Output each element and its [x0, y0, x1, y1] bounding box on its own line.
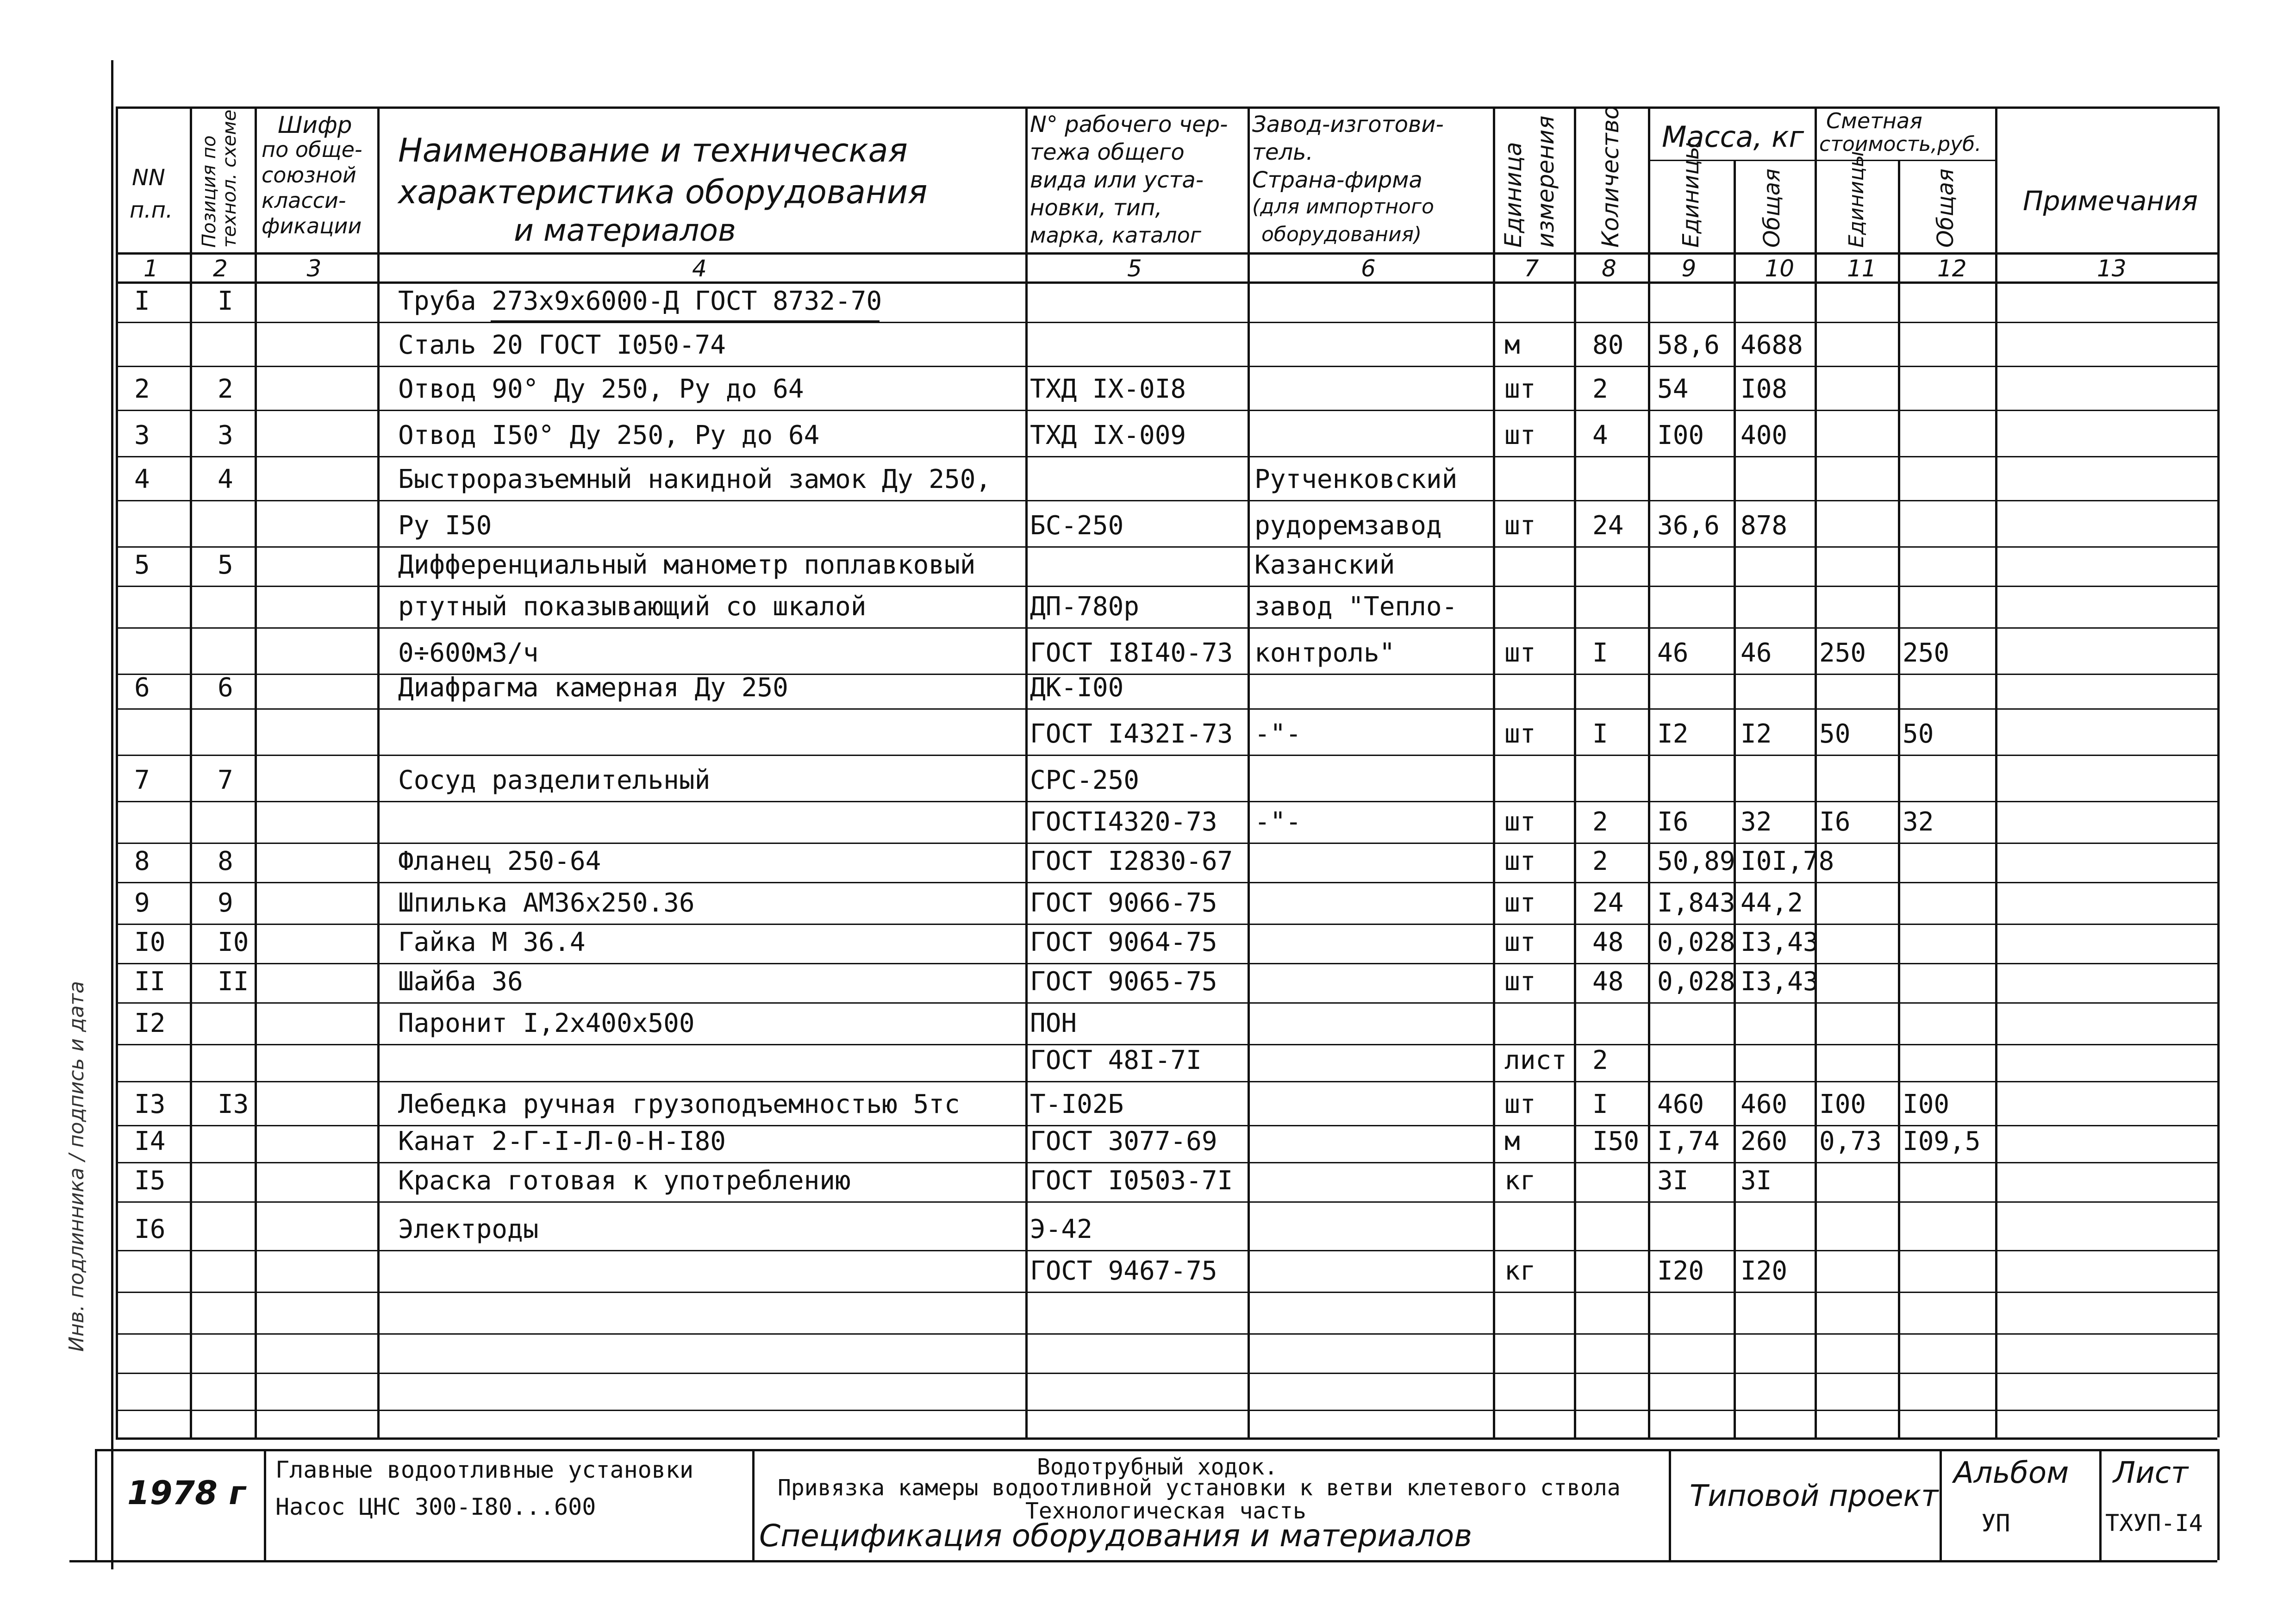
cell-unit: шт — [1504, 1089, 1536, 1119]
cell-name: Сосуд разделительный — [398, 765, 711, 795]
cell-qty: 24 — [1592, 511, 1624, 541]
footer-album-value: УП — [1981, 1510, 2010, 1537]
cell-unit: кг — [1504, 1166, 1536, 1196]
hdr-col10: Общая — [1759, 169, 1785, 248]
footer-title3: Технологическая часть — [1025, 1498, 1306, 1524]
cell-doc: ГОСТ I8I40-73 — [1030, 638, 1233, 668]
cell-name: Лебедка ручная грузоподъемностью 5тс — [398, 1089, 960, 1119]
footer-line-c — [752, 1449, 755, 1560]
cell-n: I5 — [134, 1166, 166, 1196]
cell-p: 2 — [218, 374, 233, 404]
cell-name: ртутный показывающий со шкалой — [398, 592, 867, 622]
cell-n: I — [134, 286, 150, 316]
cell-p: I — [218, 286, 233, 316]
footer-album-label: Альбом — [1953, 1456, 2069, 1490]
hdr-col5-1: тежа общего — [1030, 139, 1185, 165]
footer-line-a — [95, 1449, 97, 1560]
col-line-0 — [116, 106, 118, 1437]
hdr-col6-1: тель. — [1252, 139, 1313, 165]
col-line-7 — [1574, 106, 1576, 1437]
cell-m1: 54 — [1657, 374, 1689, 404]
cell-maker: Казанский — [1254, 550, 1395, 580]
cell-name: Электроды — [398, 1214, 539, 1244]
cell-m2: I0I,78 — [1741, 846, 1834, 876]
cell-name: Диафрагма камерная Ду 250 — [398, 673, 788, 703]
cell-m2: 32 — [1741, 807, 1772, 837]
col-line-2 — [255, 106, 257, 1437]
cell-qty: I — [1592, 1089, 1608, 1119]
cell-p: I3 — [218, 1089, 249, 1119]
margin-stamp: Инв. подлинника / подпись и дата — [65, 981, 88, 1352]
column-number: 5 — [1127, 255, 1142, 282]
cell-m2: 460 — [1741, 1089, 1788, 1119]
row-line — [116, 924, 2217, 925]
column-number: 1 — [144, 255, 158, 282]
cell-maker: Рутченковский — [1254, 464, 1458, 494]
cell-maker: рудоремзавод — [1254, 511, 1442, 541]
cell-m1: I,74 — [1657, 1126, 1720, 1156]
hdr-col4-1: характеристика оборудования — [398, 173, 928, 211]
cell-name: Отвод 90° Ду 250, Ру до 64 — [398, 374, 804, 404]
cell-m2: 4688 — [1741, 330, 1803, 360]
cell-name: Гайка М 36.4 — [398, 927, 586, 957]
cell-n: 8 — [134, 846, 150, 876]
hdr-col9: Единицы — [1678, 142, 1704, 248]
cell-doc: ТХД IХ-009 — [1030, 420, 1186, 450]
empty-row-line — [116, 1373, 2217, 1374]
cell-unit: шт — [1504, 967, 1536, 997]
row-line — [116, 963, 2217, 964]
cell-doc: СРС-250 — [1030, 765, 1140, 795]
column-number: 9 — [1681, 255, 1697, 282]
cell-p: I0 — [218, 927, 249, 957]
col-line-12 — [1995, 106, 1997, 1437]
cell-unit: м — [1504, 330, 1520, 360]
footer-sheet-value: ТХУП-I4 — [2105, 1510, 2203, 1537]
hdr-col5-0: N° рабочего чер- — [1030, 112, 1228, 137]
cell-m2: 260 — [1741, 1126, 1788, 1156]
cell-m1: I2 — [1657, 719, 1689, 749]
cell-c1: I6 — [1819, 807, 1851, 837]
cell-maker: завод "Тепло- — [1254, 592, 1458, 622]
row-line — [116, 366, 2217, 367]
row-line — [116, 1292, 2217, 1293]
column-number: 7 — [1524, 255, 1539, 282]
cell-doc: ДП-780р — [1030, 592, 1140, 622]
cell-n: II — [134, 967, 166, 997]
cell-doc: Э-42 — [1030, 1214, 1092, 1244]
cell-c2: I00 — [1903, 1089, 1950, 1119]
cell-c1: 0,73 — [1819, 1126, 1882, 1156]
column-number: 11 — [1847, 255, 1877, 282]
column-number: 4 — [692, 255, 707, 282]
row-line — [116, 843, 2217, 844]
cell-m2: 46 — [1741, 638, 1772, 668]
footer-proj-line2: Насос ЦНС 300-I80...600 — [275, 1493, 596, 1520]
cell-qty: 2 — [1592, 846, 1608, 876]
row-line — [116, 755, 2217, 756]
col-line-13 — [2217, 106, 2220, 1437]
cell-qty: 48 — [1592, 927, 1624, 957]
cell-doc: ДК-I00 — [1030, 673, 1124, 703]
cell-p: 6 — [218, 673, 233, 703]
cell-n: 4 — [134, 464, 150, 494]
cell-doc: ПОН — [1030, 1008, 1077, 1038]
cell-c2: 250 — [1903, 638, 1950, 668]
cell-qty: 2 — [1592, 374, 1608, 404]
row-line — [116, 1201, 2217, 1203]
cell-c2: 32 — [1903, 807, 1934, 837]
hdr-cost-b: стоимость,руб. — [1819, 132, 1982, 156]
row-line — [116, 1250, 2217, 1251]
cell-p: 5 — [218, 550, 233, 580]
hdr-col4-0: Наименование и техническая — [398, 131, 908, 169]
row-line — [116, 1002, 2217, 1004]
number-row-bottom — [116, 281, 2217, 284]
column-number: 13 — [2097, 255, 2127, 282]
cell-m1: I20 — [1657, 1256, 1704, 1286]
cell-m2: I3,43 — [1741, 927, 1819, 957]
table-bottom — [116, 1437, 2217, 1440]
hdr-col6-0: Завод-изготови- — [1252, 112, 1444, 137]
cell-n: 2 — [134, 374, 150, 404]
hdr-col7-a: Единица — [1500, 142, 1527, 248]
row-line — [116, 586, 2217, 587]
footer-line-b — [264, 1449, 266, 1560]
cell-qty: 2 — [1592, 1045, 1608, 1075]
hdr-col11: Единицы — [1845, 151, 1868, 248]
footer-title4: Спецификация оборудования и материалов — [759, 1518, 1472, 1554]
cell-maker: контроль" — [1254, 638, 1395, 668]
column-number: 6 — [1361, 255, 1376, 282]
cell-qty: 80 — [1592, 330, 1624, 360]
cell-n: I6 — [134, 1214, 166, 1244]
hdr-col6-3: (для импортного — [1252, 195, 1434, 219]
col-line-1 — [190, 106, 192, 1437]
cell-unit: лист — [1504, 1045, 1567, 1075]
row-line — [116, 1081, 2217, 1082]
hdr-col7-b: измерения — [1532, 115, 1559, 248]
cell-n: I4 — [134, 1126, 166, 1156]
cell-m2: 44,2 — [1741, 888, 1803, 918]
col-line-6 — [1493, 106, 1495, 1437]
footer-title1: Водотрубный ходок. — [1037, 1454, 1278, 1480]
row-line — [116, 1162, 2217, 1163]
cell-name: Фланец 250-64 — [398, 846, 601, 876]
cell-m2: I3,43 — [1741, 967, 1819, 997]
col-line-10 — [1815, 106, 1817, 1437]
cell-m2: 878 — [1741, 511, 1788, 541]
cell-doc: ГОСТ I2830-67 — [1030, 846, 1233, 876]
col-line-9 — [1734, 160, 1736, 1437]
cell-name: Краска готовая к употреблению — [398, 1166, 851, 1196]
cell-c2: 50 — [1903, 719, 1934, 749]
cell-doc: ГОСТI4320-73 — [1030, 807, 1217, 837]
cell-name: Шайба 36 — [398, 967, 523, 997]
footer-line-f — [2099, 1449, 2102, 1560]
cell-m2: 3I — [1741, 1166, 1772, 1196]
column-number: 3 — [306, 255, 322, 282]
cell-m2: 400 — [1741, 420, 1788, 450]
footer-typical-project: Типовой проект — [1690, 1479, 1939, 1513]
cell-p: 4 — [218, 464, 233, 494]
cell-name: Дифференциальный манометр поплавковый — [398, 550, 976, 580]
hdr-col6-4: оборудования) — [1261, 223, 1422, 246]
hdr-col5-4: марка, каталог — [1030, 223, 1201, 248]
cell-name: Паронит I,2х400х500 — [398, 1008, 695, 1038]
cell-unit: шт — [1504, 420, 1536, 450]
cell-p: 8 — [218, 846, 233, 876]
col-line-8 — [1648, 106, 1650, 1437]
empty-row-line — [116, 1410, 2217, 1411]
row-line — [116, 322, 2217, 323]
column-number: 10 — [1765, 255, 1795, 282]
cell-doc: ТХД IХ-0I8 — [1030, 374, 1186, 404]
cell-c1: I00 — [1819, 1089, 1866, 1119]
cell-qty: 48 — [1592, 967, 1624, 997]
row-line — [116, 456, 2217, 457]
cell-unit: шт — [1504, 511, 1536, 541]
header-bottom — [116, 252, 2217, 255]
cell-c1: 250 — [1819, 638, 1866, 668]
column-number: 2 — [213, 255, 228, 282]
cell-p: 7 — [218, 765, 233, 795]
cell-unit: м — [1504, 1126, 1520, 1156]
cell-n: I0 — [134, 927, 166, 957]
cell-doc: ГОСТ 48I-7I — [1030, 1045, 1202, 1075]
cell-n: I3 — [134, 1089, 166, 1119]
cell-p: II — [218, 967, 249, 997]
cell-doc: БС-250 — [1030, 511, 1124, 541]
cell-unit: кг — [1504, 1256, 1536, 1286]
hdr-col3-0: Шифр — [278, 112, 352, 138]
cell-unit: шт — [1504, 374, 1536, 404]
cell-unit: шт — [1504, 846, 1536, 876]
cell-name: Быстроразъемный накидной замок Ду 250, — [398, 464, 992, 494]
cell-m2: I2 — [1741, 719, 1772, 749]
cell-doc: ГОСТ I0503-7I — [1030, 1166, 1233, 1196]
cell-qty: I — [1592, 638, 1608, 668]
cell-doc: ГОСТ 9066-75 — [1030, 888, 1217, 918]
column-number: 12 — [1937, 255, 1967, 282]
cell-doc: ГОСТ 3077-69 — [1030, 1126, 1217, 1156]
cell-qty: 4 — [1592, 420, 1608, 450]
hdr-col4-2: и материалов — [514, 212, 736, 248]
hdr-col5-3: новки, тип, — [1030, 195, 1162, 221]
row-line — [116, 410, 2217, 411]
col-line-5 — [1248, 106, 1250, 1437]
footer-bottom — [69, 1560, 2217, 1562]
cell-n: 6 — [134, 673, 150, 703]
column-number: 8 — [1602, 255, 1616, 282]
cell-n: 5 — [134, 550, 150, 580]
footer-line-d — [1669, 1449, 1671, 1560]
cell-m1: I6 — [1657, 807, 1689, 837]
cell-unit: шт — [1504, 719, 1536, 749]
hdr-col5-2: вида или уста- — [1030, 167, 1204, 193]
cell-doc: Т-I02Б — [1030, 1089, 1124, 1119]
hdr-col1-b: п.п. — [130, 197, 173, 223]
hdr-cost-a: Сметная — [1826, 108, 1922, 133]
cell-m1: 58,6 — [1657, 330, 1720, 360]
row-line — [116, 708, 2217, 710]
cell-doc: ГОСТ 9064-75 — [1030, 927, 1217, 957]
cost-subheader-line — [1815, 160, 1995, 161]
cell-n: 9 — [134, 888, 150, 918]
cell-qty: 24 — [1592, 888, 1624, 918]
footer-top — [95, 1449, 2217, 1451]
hdr-col2: Позиция по технол. схеме — [199, 109, 240, 248]
cell-m1: I00 — [1657, 420, 1704, 450]
footer-line-g — [2217, 1449, 2220, 1560]
hdr-col3-4: фикации — [262, 213, 362, 238]
row-line — [116, 882, 2217, 883]
cell-unit: шт — [1504, 807, 1536, 837]
hdr-col3-3: класси- — [262, 188, 346, 213]
row-line — [116, 546, 2217, 548]
cell-p: 9 — [218, 888, 233, 918]
cell-doc: ГОСТ I432I-73 — [1030, 719, 1233, 749]
empty-row-line — [116, 1333, 2217, 1335]
cell-qty: I50 — [1592, 1126, 1640, 1156]
cell-doc: ГОСТ 9065-75 — [1030, 967, 1217, 997]
cell-unit: шт — [1504, 638, 1536, 668]
footer-year: 1978 г — [127, 1474, 246, 1512]
col-line-3 — [377, 106, 380, 1437]
footer-proj-line1: Главные водоотливные установки — [275, 1456, 694, 1483]
cell-c2: I09,5 — [1903, 1126, 1981, 1156]
hdr-col1-a: NN — [132, 165, 165, 191]
cell-name: Шпилька АМ36х250.36 — [398, 888, 695, 918]
cell-p: 3 — [218, 420, 233, 450]
col-line-4 — [1025, 106, 1028, 1437]
row-line — [116, 627, 2217, 629]
hdr-col6-2: Страна-фирма — [1252, 167, 1423, 193]
footer-sheet-label: Лист — [2113, 1456, 2189, 1490]
cell-m1: 36,6 — [1657, 511, 1720, 541]
footer-line-e — [1940, 1449, 1942, 1560]
cell-name: Отвод I50° Ду 250, Ру до 64 — [398, 420, 820, 450]
name-underline — [491, 320, 880, 322]
cell-c1: 50 — [1819, 719, 1851, 749]
cell-qty: I — [1592, 719, 1608, 749]
cell-qty: 2 — [1592, 807, 1608, 837]
margin-line — [111, 60, 113, 1569]
row-line — [116, 500, 2217, 501]
mass-subheader-line — [1648, 160, 1815, 161]
cell-m1: 460 — [1657, 1089, 1704, 1119]
cell-name: Ру I50 — [398, 511, 492, 541]
hdr-mass: Масса, кг — [1662, 120, 1804, 154]
cell-maker: -"- — [1254, 719, 1302, 749]
cell-doc: ГОСТ 9467-75 — [1030, 1256, 1217, 1286]
cell-name: Канат 2-Г-I-Л-0-Н-I80 — [398, 1126, 726, 1156]
cell-unit: шт — [1504, 888, 1536, 918]
cell-m1: 3I — [1657, 1166, 1689, 1196]
cell-m1: 46 — [1657, 638, 1689, 668]
cell-maker: -"- — [1254, 807, 1302, 837]
col-line-11 — [1898, 160, 1900, 1437]
row-line — [116, 801, 2217, 802]
hdr-col13: Примечания — [2023, 185, 2198, 217]
cell-n: 3 — [134, 420, 150, 450]
cell-name: 0÷600м3/ч — [398, 638, 539, 668]
cell-name: Труба 273х9х6000-Д ГОСТ 8732-70 — [398, 286, 882, 316]
cell-m1: 50,89 — [1657, 846, 1735, 876]
hdr-col8: Количество — [1597, 105, 1624, 248]
cell-name: Сталь 20 ГОСТ I050-74 — [398, 330, 726, 360]
cell-n: I2 — [134, 1008, 166, 1038]
hdr-col3-2: союзной — [262, 162, 356, 187]
hdr-col3-1: по обще- — [262, 137, 362, 162]
hdr-col12: Общая — [1933, 169, 1959, 248]
cell-m1: 0,028 — [1657, 967, 1735, 997]
cell-m1: I,843 — [1657, 888, 1735, 918]
cell-m1: 0,028 — [1657, 927, 1735, 957]
cell-n: 7 — [134, 765, 150, 795]
cell-m2: I08 — [1741, 374, 1788, 404]
footer-title2: Привязка камеры водоотливной установки к ветви клетевого ствола — [778, 1475, 1621, 1501]
cell-m2: I20 — [1741, 1256, 1788, 1286]
cell-unit: шт — [1504, 927, 1536, 957]
